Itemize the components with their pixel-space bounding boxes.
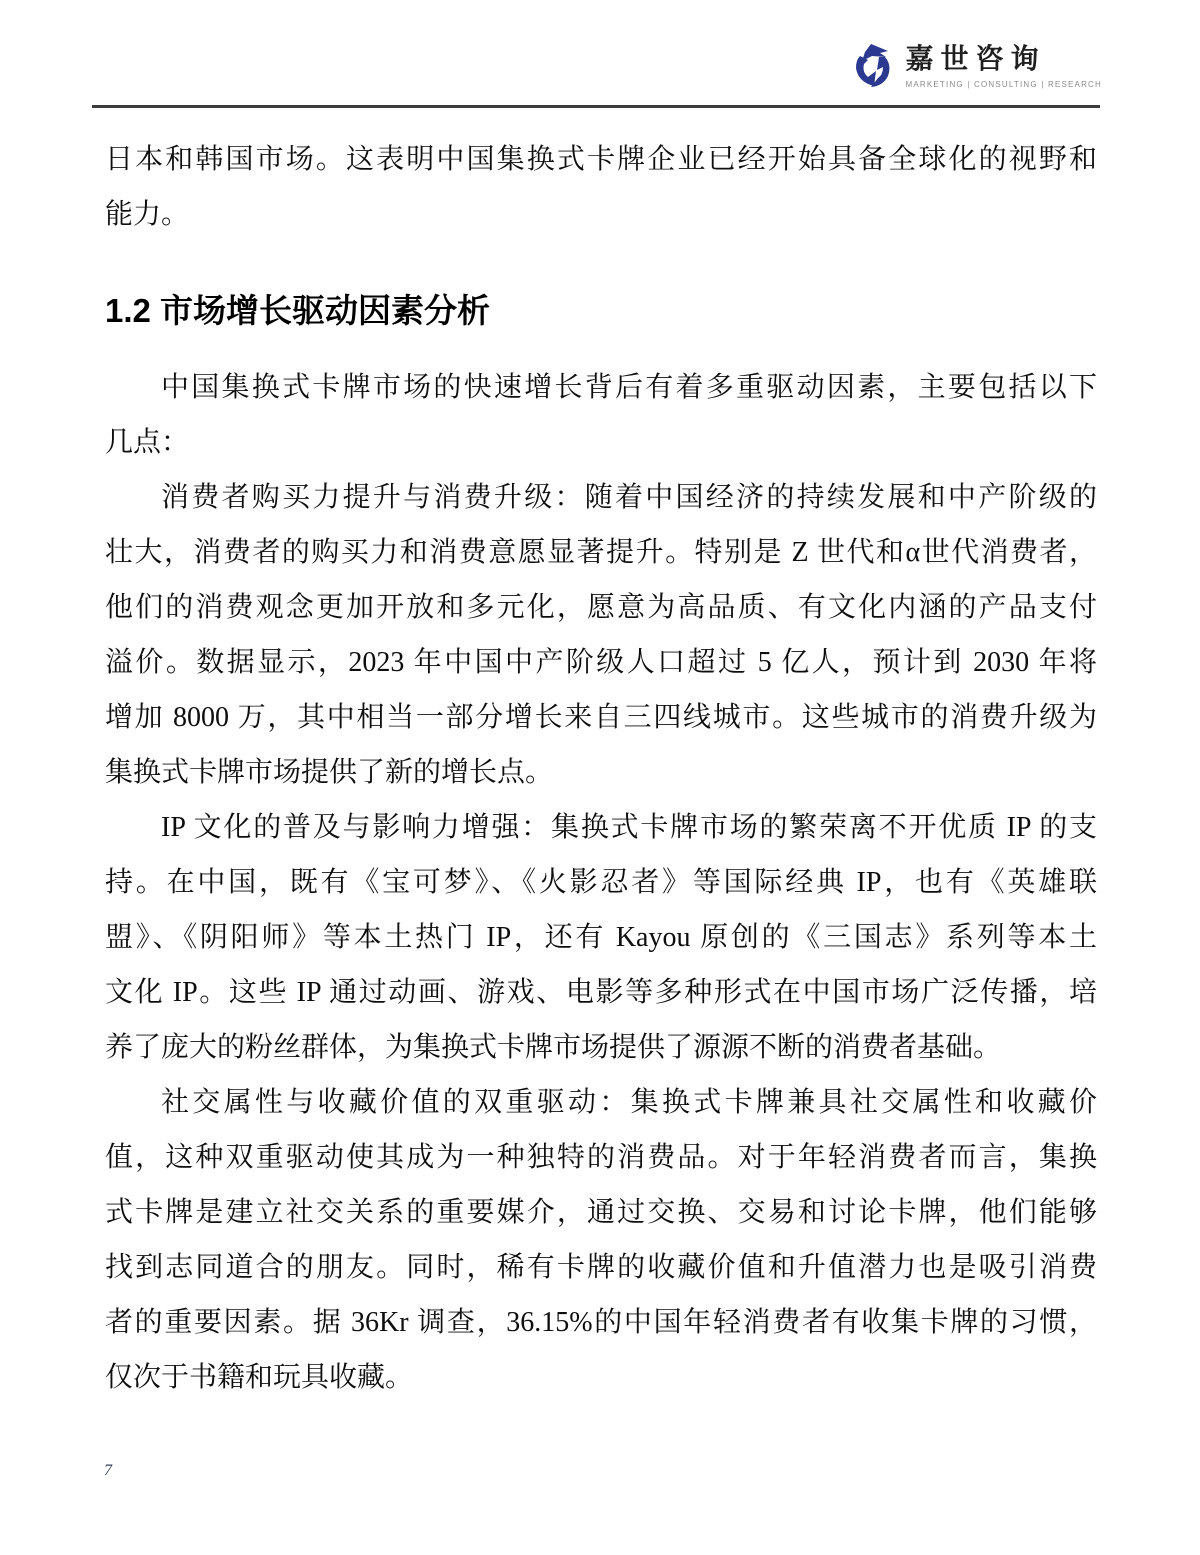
paragraph-line: 几点： (105, 427, 190, 458)
paragraph-line: IP 文化的普及与影响力增强：集换式卡牌市场的繁荣离不开优质 IP 的支 (161, 812, 1097, 843)
company-logo (849, 42, 1102, 92)
company-logo-icon (849, 42, 895, 92)
header-divider (92, 105, 1100, 108)
paragraph-line: 溢价。数据显示，2023 年中国中产阶级人口超过 5 亿人，预计到 2030 年将 (105, 647, 1097, 678)
paragraph-line: 壮大，消费者的购买力和消费意愿显著提升。特别是 Z 世代和α世代消费者， (105, 537, 1097, 568)
paragraph-line: 者的重要因素。据 36Kr 调查，36.15%的中国年轻消费者有收集卡牌的习惯， (105, 1307, 1097, 1338)
paragraph-line: 日本和韩国市场。这表明中国集换式卡牌企业已经开始具备全球化的视野和 (105, 144, 1097, 175)
paragraph-line: 文化 IP。这些 IP 通过动画、游戏、电影等多种形式在中国市场广泛传播，培 (105, 977, 1097, 1008)
paragraph-line: 持。在中国，既有《宝可梦》、《火影忍者》等国际经典 IP，也有《英雄联 (105, 867, 1097, 898)
section-heading: 1.2 市场增长驱动因素分析 (105, 292, 491, 329)
paragraph-line: 盟》、《阴阳师》等本土热门 IP，还有 Kayou 原创的《三国志》系列等本土 (105, 922, 1097, 953)
paragraph-line: 式卡牌是建立社交关系的重要媒介，通过交换、交易和讨论卡牌，他们能够 (105, 1197, 1097, 1228)
paragraph-line: 消费者购买力提升与消费升级：随着中国经济的持续发展和中产阶级的 (161, 482, 1097, 513)
paragraph-line: 养了庞大的粉丝群体，为集换式卡牌市场提供了源源不断的消费者基础。 (105, 1032, 1002, 1063)
paragraph-line: 找到志同道合的朋友。同时，稀有卡牌的收藏价值和升值潜力也是吸引消费 (105, 1252, 1097, 1283)
paragraph-line: 值，这种双重驱动使其成为一种独特的消费品。对于年轻消费者而言，集换 (105, 1142, 1097, 1173)
page-header (0, 0, 1200, 108)
paragraph-line: 集换式卡牌市场提供了新的增长点。 (105, 757, 554, 788)
paragraph-line: 能力。 (105, 199, 190, 230)
company-tagline: MARKETING | CONSULTING | RESEARCH (905, 80, 1102, 89)
company-logo-text (905, 42, 1102, 89)
paragraph-line: 他们的消费观念更加开放和多元化，愿意为高品质、有文化内涵的产品支付 (105, 592, 1097, 623)
paragraph-line: 增加 8000 万，其中相当一部分增长来自三四线城市。这些城市的消费升级为 (105, 702, 1097, 733)
paragraph-line: 社交属性与收藏价值的双重驱动：集换式卡牌兼具社交属性和收藏价 (161, 1087, 1097, 1118)
page-number: 7 (104, 1462, 112, 1479)
paragraph-line: 中国集换式卡牌市场的快速增长背后有着多重驱动因素，主要包括以下 (161, 372, 1097, 403)
document-body (105, 132, 1097, 1405)
paragraph-line: 仅次于书籍和玩具收藏。 (105, 1362, 414, 1393)
company-name: 嘉世咨询 (905, 43, 1046, 74)
